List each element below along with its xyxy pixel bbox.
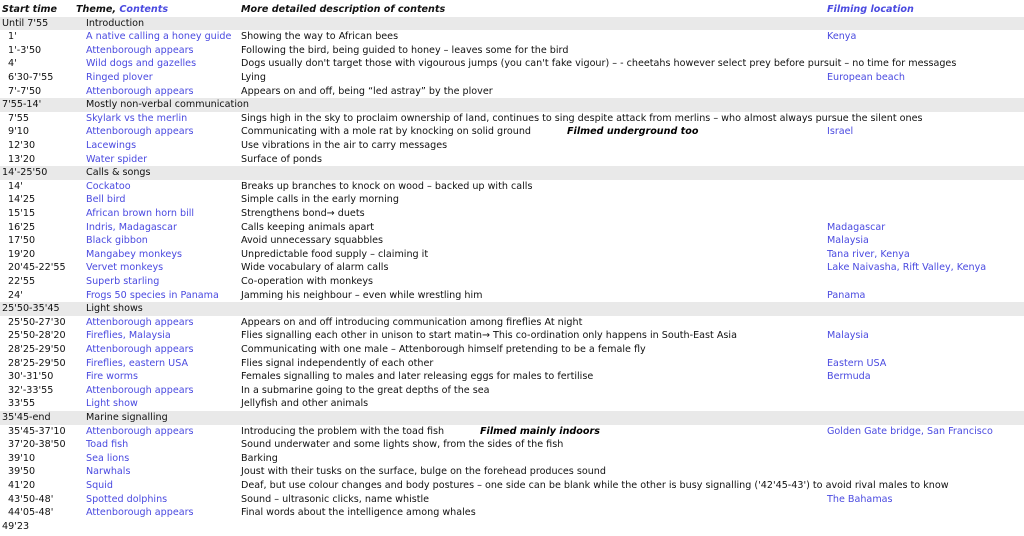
table-row	[0, 44, 1024, 58]
filming-location-cell: European beach	[827, 72, 905, 83]
start-time-cell: 37'20-38'50	[8, 439, 66, 451]
start-time-cell: 49'23	[2, 520, 30, 532]
start-time-cell: 28'25-29'50	[8, 357, 66, 369]
theme-cell: Attenborough appears	[86, 384, 194, 396]
description-cell: Showing the way to African bees	[241, 31, 399, 43]
description-cell: Breaks up branches to knock on wood – backed up with calls	[241, 180, 533, 192]
table-row	[0, 438, 1024, 452]
theme-cell: Attenborough appears	[86, 316, 194, 328]
table-row	[0, 329, 1024, 343]
start-time-cell: 25'50-35'45	[2, 303, 60, 315]
start-time-cell: 39'50	[8, 466, 36, 478]
start-time-cell: 22'55	[8, 276, 36, 287]
start-time-cell: 33'55	[8, 398, 36, 410]
start-time-cell: 28'25-29'50	[8, 344, 66, 355]
description-cell: Sound underwater and some lights show, from the sides of the fish	[241, 439, 564, 451]
filming-location-cell: Eastern USA	[827, 357, 887, 369]
table-row	[0, 234, 1024, 248]
filming-location-cell: Malaysia	[827, 235, 869, 247]
start-time-cell: 6'30-7'55	[8, 72, 54, 83]
start-time-cell: 9'10	[8, 126, 29, 138]
theme-cell: Fireflies, Malaysia	[86, 330, 171, 342]
header-contents-label: Contents	[119, 4, 169, 15]
filming-location-cell: Panama	[827, 289, 866, 301]
description-cell: Lying	[241, 72, 266, 83]
description-cell: Surface of ponds	[241, 153, 323, 165]
theme-cell: Toad fish	[86, 439, 129, 451]
theme-cell: Fire worms	[86, 371, 139, 383]
header-theme-label: Theme,	[76, 4, 117, 15]
description-cell: Dogs usually don't target those with vigourous jumps (you can't fake vigour) – - cheetahs however select prey before pursuit – no time for messages	[241, 58, 957, 70]
start-time-cell: 14'	[8, 180, 23, 192]
section-title: Introduction	[86, 17, 145, 29]
description-cell: Females signalling to males and later releasing eggs for males to fertilise	[241, 371, 594, 383]
description-cell: Unpredictable food supply – claiming it	[241, 248, 429, 260]
table-row	[0, 139, 1024, 153]
start-time-cell: 7'55	[8, 112, 29, 124]
start-time-cell: 1'	[8, 31, 17, 43]
theme-cell: African brown horn bill	[86, 208, 195, 219]
filming-location-cell: Golden Gate bridge, San Francisco	[827, 425, 993, 437]
section-title: Calls & songs	[86, 167, 151, 179]
start-time-cell: Until 7'55	[2, 17, 49, 29]
theme-cell: Ringed plover	[86, 72, 153, 83]
start-time-cell: 12'30	[8, 140, 36, 151]
start-time-cell: 41'20	[8, 480, 36, 491]
description-cell: Simple calls in the early morning	[241, 194, 399, 206]
start-time-cell: 30'-31'50	[8, 371, 54, 383]
start-time-cell: 20'45-22'55	[8, 262, 66, 274]
table-row	[0, 153, 1024, 167]
description-cell: Deaf, but use colour changes and body postures – one side can be blank while the other is busy signalling ('42'45-43') to avoid rival males to know	[241, 480, 949, 491]
start-time-cell: 25'50-28'20	[8, 330, 66, 342]
table-row	[0, 57, 1024, 71]
description-cell: Jamming his neighbour – even while wrestling him	[241, 289, 483, 301]
table-row	[0, 425, 1024, 439]
table-row	[0, 180, 1024, 194]
table-row	[0, 85, 1024, 99]
start-time-cell: 14'-25'50	[2, 167, 48, 179]
description-cell: Calls keeping animals apart	[241, 221, 375, 233]
description-cell: Avoid unnecessary squabbles	[241, 235, 384, 247]
table-row	[0, 384, 1024, 398]
theme-cell: Lacewings	[86, 140, 137, 151]
theme-cell: Black gibbon	[86, 235, 148, 247]
theme-cell: Frogs 50 species in Panama	[86, 289, 219, 301]
theme-cell: Narwhals	[86, 466, 131, 478]
start-time-cell: 25'50-27'30	[8, 316, 66, 328]
header-start-time: Start time	[2, 4, 58, 15]
table-row	[0, 506, 1024, 520]
table-row	[0, 207, 1024, 221]
description-cell: Sound – ultrasonic clicks, name whistle	[241, 493, 430, 505]
section-row	[0, 302, 1024, 316]
description-cell: Joust with their tusks on the surface, bulge on the forehead produces sound	[241, 466, 606, 478]
theme-cell: Vervet monkeys	[86, 262, 164, 274]
filming-location-cell: Israel	[827, 126, 854, 138]
table-row	[0, 397, 1024, 411]
filming-note: Filmed mainly indoors	[480, 425, 600, 437]
description-cell: Barking	[241, 452, 278, 464]
filming-location-cell: Bermuda	[827, 371, 871, 383]
start-time-cell: 15'15	[8, 208, 36, 219]
theme-cell: Spotted dolphins	[86, 493, 168, 505]
description-cell: Introducing the problem with the toad fish	[241, 425, 445, 437]
table-row	[0, 479, 1024, 493]
table-row	[0, 275, 1024, 289]
header-filming-location: Filming location	[827, 4, 914, 15]
theme-cell: Light show	[86, 398, 138, 410]
table-row	[0, 316, 1024, 330]
table-row	[0, 125, 1024, 139]
theme-cell: Attenborough appears	[86, 85, 194, 97]
start-time-cell: 35'45-end	[2, 412, 51, 423]
description-cell: Final words about the intelligence among whales	[241, 507, 476, 519]
theme-cell: Squid	[86, 480, 114, 491]
description-cell: Appears on and off introducing communication among fireflies At night	[241, 316, 583, 328]
description-cell: Flies signalling each other in unison to start matin→ This co-ordination only happens in South-East Asia	[241, 330, 737, 342]
theme-cell: Attenborough appears	[86, 44, 194, 56]
theme-cell: Bell bird	[86, 194, 126, 206]
section-row	[0, 166, 1024, 180]
section-title: Marine signalling	[86, 412, 168, 423]
theme-cell: Sea lions	[86, 452, 130, 464]
section-row	[0, 98, 1024, 112]
filming-location-cell: Kenya	[827, 31, 857, 43]
description-cell: Use vibrations in the air to carry messages	[241, 140, 448, 151]
table-row	[0, 289, 1024, 303]
section-title: Mostly non-verbal communication	[86, 99, 249, 111]
section-title: Light shows	[86, 303, 143, 315]
section-row	[0, 411, 1024, 425]
header-description: More detailed description of contents	[241, 4, 446, 15]
theme-cell: A native calling a honey guide	[86, 31, 232, 43]
start-time-cell: 43'50-48'	[8, 493, 54, 505]
start-time-cell: 4'	[8, 58, 17, 70]
theme-cell: Attenborough appears	[86, 425, 194, 437]
start-time-cell: 1'-3'50	[8, 44, 42, 56]
filming-location-cell: Madagascar	[827, 221, 886, 233]
table-row	[0, 465, 1024, 479]
start-time-cell: 16'25	[8, 221, 36, 233]
description-cell: Appears on and off, being “led astray” by the plover	[241, 85, 493, 97]
theme-cell: Water spider	[86, 153, 148, 165]
theme-cell: Indris, Madagascar	[86, 221, 177, 233]
description-cell: Flies signal independently of each other	[241, 357, 434, 369]
start-time-cell: 13'20	[8, 153, 36, 165]
table-row	[0, 112, 1024, 126]
table-row	[0, 261, 1024, 275]
description-cell: Communicating with one male – Attenborough himself pretending to be a female fly	[241, 344, 646, 355]
description-cell: Wide vocabulary of alarm calls	[241, 262, 389, 274]
description-cell: Strengthens bond→ duets	[241, 208, 365, 219]
theme-cell: Fireflies, eastern USA	[86, 357, 189, 369]
table-row	[0, 193, 1024, 207]
start-time-cell: 14'25	[8, 194, 36, 206]
description-cell: Co-operation with monkeys	[241, 276, 373, 287]
start-time-cell: 24'	[8, 289, 23, 301]
header-row	[0, 3, 1024, 17]
description-cell: Sings high in the sky to proclaim ownership of land, continues to sing despite attack from merlins – who almost always pursue the silent ones	[241, 112, 923, 124]
filming-note: Filmed underground too	[567, 126, 699, 138]
filming-location-cell: Malaysia	[827, 330, 869, 342]
start-time-cell: 35'45-37'10	[8, 425, 66, 437]
start-time-cell: 44'05-48'	[8, 507, 54, 519]
section-row	[0, 17, 1024, 31]
theme-cell: Attenborough appears	[86, 344, 194, 355]
filming-location-cell: Tana river, Kenya	[827, 248, 910, 260]
start-time-cell: 7'55-14'	[2, 99, 42, 111]
table-row	[0, 452, 1024, 466]
header-theme	[76, 3, 168, 17]
theme-cell: Superb starling	[86, 276, 160, 287]
start-time-cell: 17'50	[8, 235, 36, 247]
theme-cell: Skylark vs the merlin	[86, 112, 188, 124]
table-row	[0, 30, 1024, 44]
table-row	[0, 357, 1024, 371]
start-time-cell: 7'-7'50	[8, 85, 42, 97]
table-row	[0, 248, 1024, 262]
theme-cell: Attenborough appears	[86, 507, 194, 519]
table-row	[0, 520, 1024, 534]
theme-cell: Mangabey monkeys	[86, 248, 183, 260]
theme-cell: Wild dogs and gazelles	[86, 58, 197, 70]
table-row	[0, 493, 1024, 507]
table-row	[0, 221, 1024, 235]
table-row	[0, 71, 1024, 85]
description-cell: Communicating with a mole rat by knocking on solid ground	[241, 126, 532, 138]
description-cell: Following the bird, being guided to honey – leaves some for the bird	[241, 44, 569, 56]
filming-location-cell: Lake Naivasha, Rift Valley, Kenya	[827, 262, 987, 274]
table-row	[0, 343, 1024, 357]
description-cell: Jellyfish and other animals	[241, 398, 369, 410]
start-time-cell: 19'20	[8, 248, 36, 260]
theme-cell: Cockatoo	[86, 180, 131, 192]
table-row	[0, 370, 1024, 384]
description-cell: In a submarine going to the great depths of the sea	[241, 384, 490, 396]
start-time-cell: 39'10	[8, 452, 36, 464]
theme-cell: Attenborough appears	[86, 126, 194, 138]
start-time-cell: 32'-33'55	[8, 384, 54, 396]
filming-location-cell: The Bahamas	[827, 493, 893, 505]
